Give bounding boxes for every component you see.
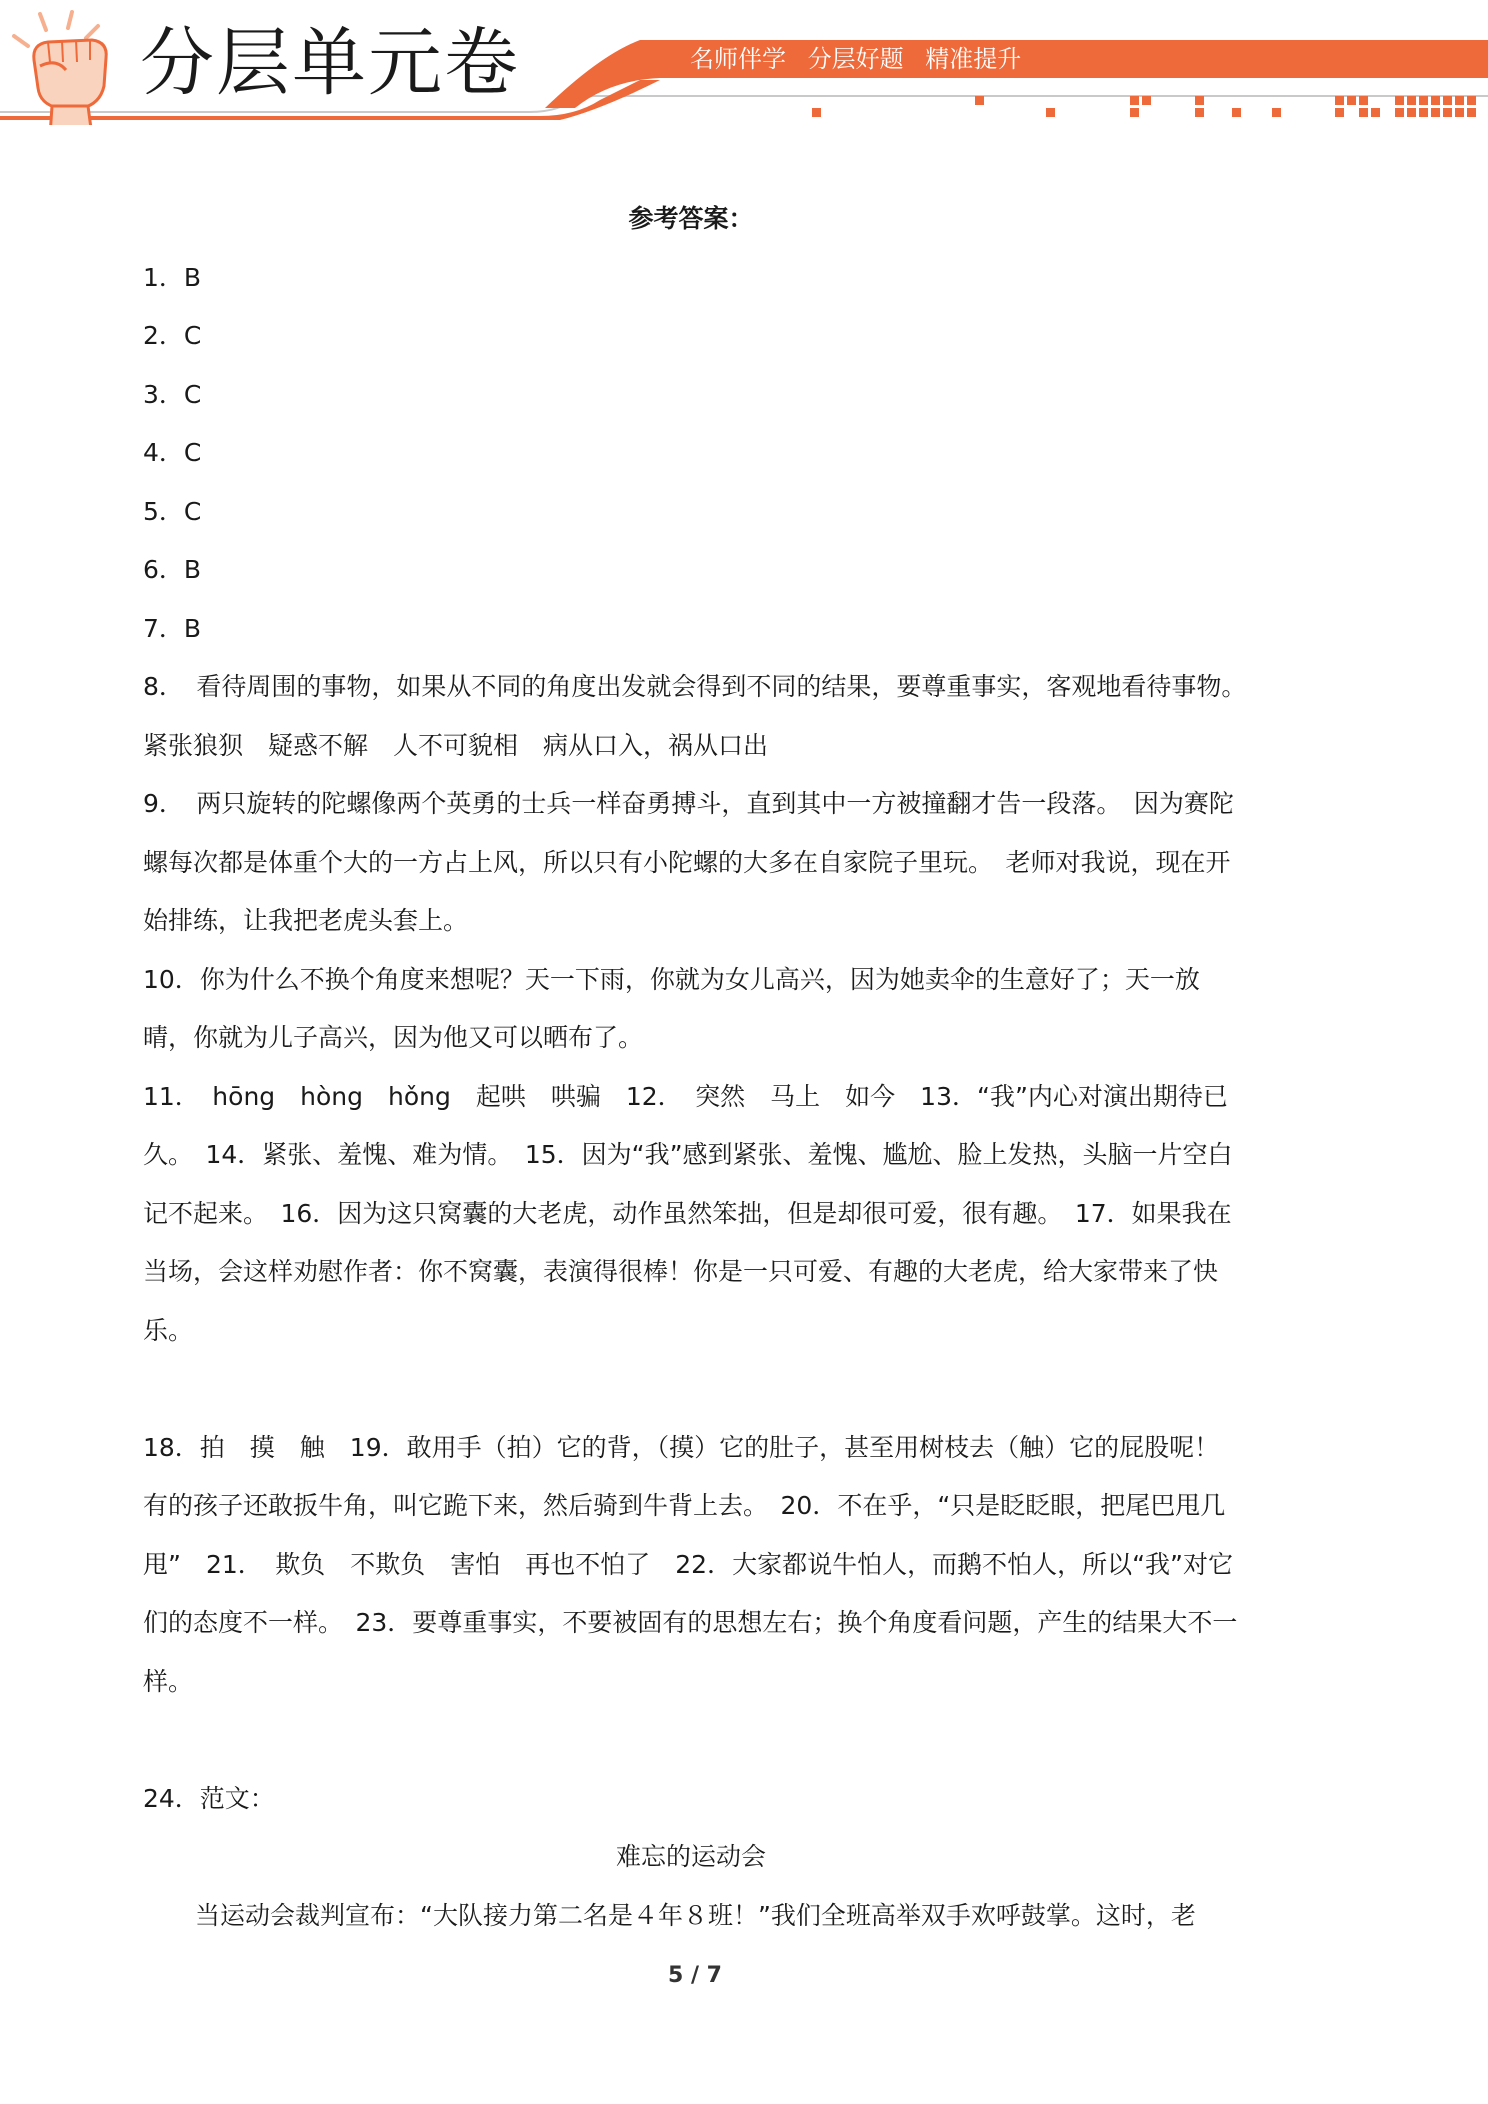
answer-8: 8． 看待周围的事物，如果从不同的角度出发就会得到不同的结果，要尊重事实，客观地看待事物。 紧张狼狈 疑惑不解 人不可貌相 病从口入，祸从口出 — [143, 672, 1259, 760]
essay-title: 难忘的运动会 — [615, 1842, 766, 1871]
essay-first-line: 当运动会裁判宣布：“大队接力第二名是４年８班！”我们全班高举双手欢呼鼓掌。这时，老 — [195, 1900, 1196, 1930]
spacer — [143, 1711, 1243, 1770]
answer-content — [143, 190, 1259, 1945]
brand-title: 分层单元卷 — [140, 20, 520, 106]
page-header — [0, 0, 1488, 125]
header-slogan: 名师伴学 分层好题 精准提升 — [690, 45, 1022, 73]
answer-24: 24．范文： — [143, 1783, 275, 1813]
answer-1: 1．B — [143, 262, 202, 292]
answer-4: 4．C — [143, 438, 202, 467]
answer-9: 9． 两只旋转的陀螺像两个英勇的士兵一样奋勇搏斗，直到其中一方被撞翻才告一段落。 因为赛陀螺每次都是体重个大的一方占上风，所以只有小陀螺的大多在自家院子里玩。 老师对我说，现在开始排练，让我把老虎头套上。 — [143, 789, 1234, 935]
dot-pattern — [812, 96, 1476, 117]
answer-2: 2．C — [143, 321, 202, 350]
answer-7: 7．B — [143, 613, 202, 643]
answer-3: 3．C — [143, 379, 202, 409]
page-number: 5 / 7 — [668, 1963, 722, 1988]
answer-6: 6．B — [143, 555, 202, 584]
answer-5: 5．C — [143, 496, 202, 526]
spacer — [143, 1360, 1243, 1419]
answer-18-23: 18．拍 摸 触 19．敢用手（拍）它的背，（摸）它的肚子，甚至用树枝去（触）它的屁股呢！有的孩子还敢扳牛角，叫它跪下来，然后骑到牛背上去。 20．不在乎，“只是眨眨眼，把尾巴甩几甩” 21． 欺负 不欺负 害怕 再也不怕了 22．大家都说牛怕人，而鹅不怕人，所以“我”对它们的态度不一样。 23．要尊重事实，不要被固有的思想左右；换个角度看问题，产生的结果大不一样。 — [143, 1432, 1238, 1696]
answer-11-17: 11． hōng hòng hǒng 起哄 哄骗 12． 突然 马上 如今 13．“我”内心对演出期待已久。 14．紧张、羞愧、难为情。 15．因为“我”感到紧张、羞愧、尴尬、脸上发热，头脑一片空白记不起来。 16．因为这只窝囊的大老虎，动作虽然笨拙，但是却很可爱，很有趣。 17．如果我在当场，会这样劝慰作者：你不窝囊，表演得很棒！你是一只可爱、有趣的大老虎，给大家带来了快乐。 — [143, 1081, 1233, 1345]
answer-10: 10．你为什么不换个角度来想呢？天一下雨，你就为女儿高兴，因为她卖伞的生意好了；天一放晴，你就为儿子高兴，因为他又可以晒布了。 — [143, 964, 1200, 1052]
answers-heading: 参考答案： — [628, 204, 754, 233]
fist-logo-icon — [14, 12, 106, 125]
